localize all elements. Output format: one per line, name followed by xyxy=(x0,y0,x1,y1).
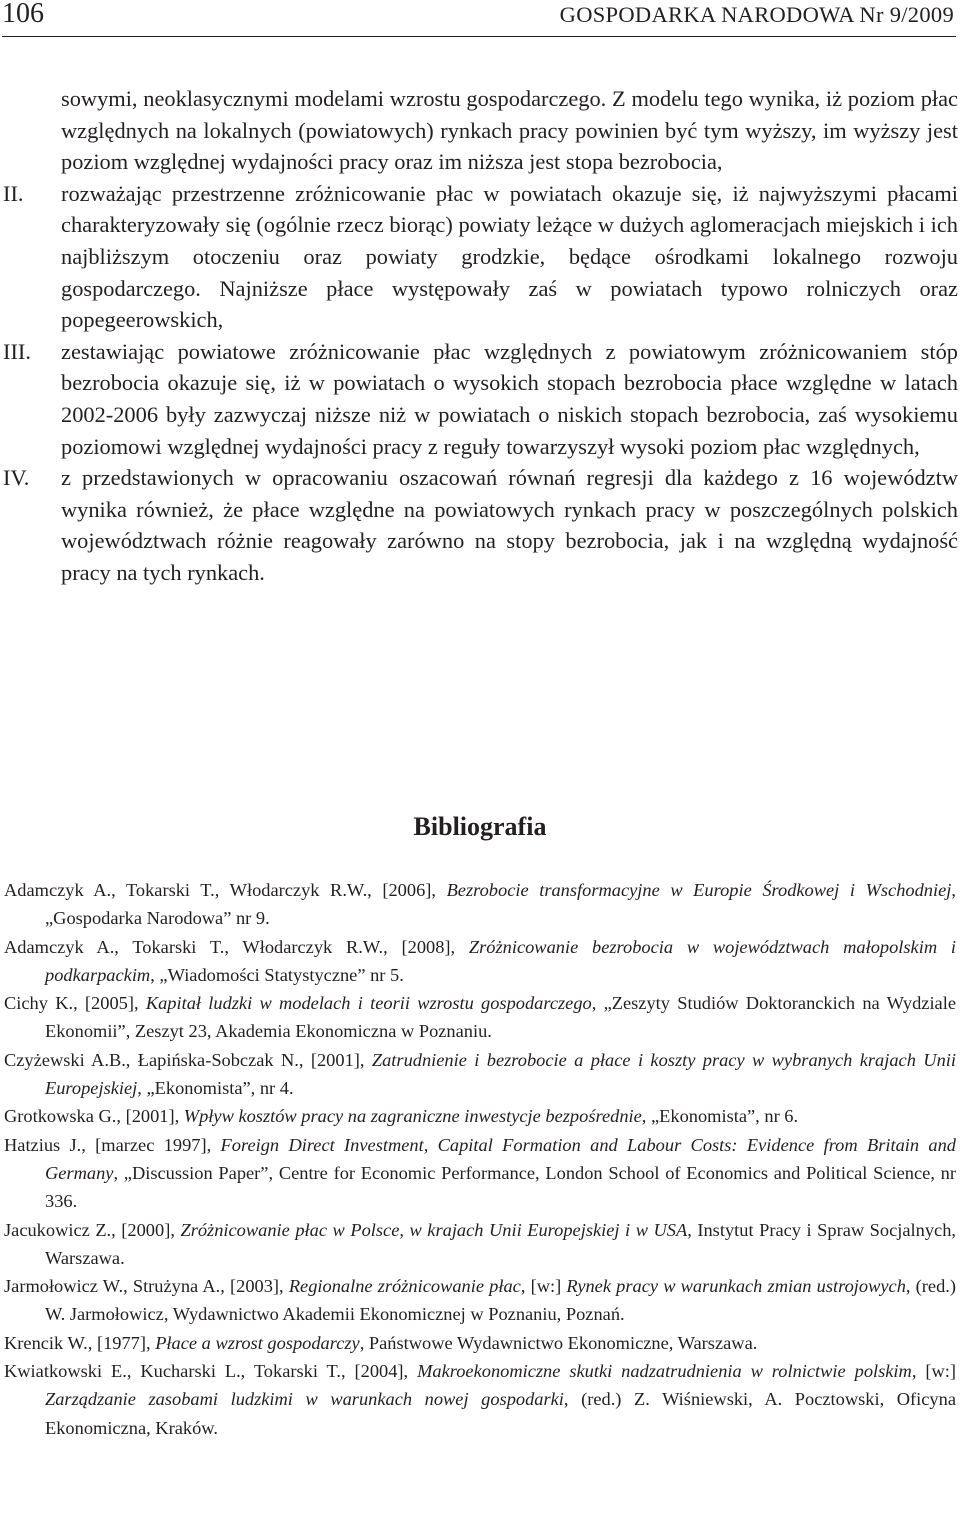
reference-entry xyxy=(4,1102,956,1130)
item-text: z przedstawionych w opracowaniu oszacowań równań regresji dla każdego z 16 województw wynika również, że płace względne na powiatowych rynkach pracy w poszczególnych polskich województwach różnie reagowały zarówno na stopy bezrobocia, jak i na względną wydajność pracy na tych rynkach. xyxy=(61,465,958,585)
reference-entry xyxy=(4,1357,956,1442)
conclusions-list xyxy=(0,83,958,589)
bibliography-heading: Bibliografia xyxy=(413,812,547,841)
ref-title: Kapitał ludzki w modelach i teorii wzrostu gospodarczego xyxy=(145,993,592,1014)
journal-title: GOSPODARKA NARODOWA Nr 9/2009 xyxy=(559,2,954,27)
reference-entry xyxy=(4,1131,956,1216)
reference-entry xyxy=(4,1329,956,1357)
ref-title: Bezrobocie transformacyjne w Europie Środkowej i Wschodniej xyxy=(446,880,952,900)
ref-title: Wpływ kosztów pracy na zagraniczne inwestycje bezpośrednie xyxy=(183,1106,642,1127)
conclusion-item xyxy=(0,178,958,336)
ref-title: Zróżnicowanie bezrobocia w województwach małopolskim i podkarpackim xyxy=(45,936,956,985)
page-number: 106 xyxy=(2,0,44,29)
ref-authors: Czyżewski A.B., Łapińska-Sobczak N., [2001], xyxy=(4,1049,372,1070)
ref-authors: Jarmołowicz W., Strużyna A., [2003], xyxy=(4,1276,289,1297)
ref-title: Zróżnicowanie płac w Polsce, w krajach Unii Europejskiej i w USA xyxy=(180,1219,688,1240)
reference-entry xyxy=(4,933,956,990)
reference-entry xyxy=(4,1216,956,1273)
ref-title: Makroekonomiczne skutki nadzatrudnienia w rolnictwie polskim xyxy=(417,1361,912,1382)
conclusion-item xyxy=(0,462,958,588)
ref-book-title: Zarządzanie zasobami ludzkimi w warunkach nowej gospodarki xyxy=(45,1389,564,1410)
item-text: zestawiając powiatowe zróżnicowanie płac względnych z powiatowym zróżnicowaniem stóp bezrobocia okazuje się, iż w powiatach o wysokich stopach bezrobocia płace względne w latach 2002-2006 były zazwyczaj niższe niż w powiatach o niskich stopach bezrobocia, zaś wysokiemu poziomowi względnej wydajności pracy z reguły towarzyszył wysoki poziom płac względnych, xyxy=(61,338,958,459)
reference-entry xyxy=(4,1046,956,1103)
bibliography-list xyxy=(4,876,956,1442)
ref-authors: Hatzius J., [marzec 1997], xyxy=(4,1134,221,1155)
ref-authors: Grotkowska G., [2001], xyxy=(4,1106,184,1127)
item-number: II. xyxy=(3,180,24,206)
ref-authors: Kwiatkowski E., Kucharski L., Tokarski T., [2004], xyxy=(4,1361,418,1382)
ref-book-title: Rynek pracy w warunkach zmian ustrojowych xyxy=(566,1276,906,1297)
item-number: IV. xyxy=(3,465,30,491)
intro-paragraph: sowymi, neoklasycznymi modelami wzrostu gospodarczego. Z modelu tego wynika, iż poziom płac względnych na lokalnych (powiatowych) rynkach pracy powinien być tym wyższy, im wyższy jest poziom względnej wydajności pracy oraz im niższa jest stopa bezrobocia, xyxy=(61,86,958,175)
ref-mid: , [w:] xyxy=(520,1276,567,1297)
ref-rest: , „Discussion Paper”, Centre for Economic Performance, London School of Economics and Political Science, nr 336. xyxy=(45,1162,956,1212)
ref-rest: , (red.) Z. Wiśniewski, A. Pocztowski, Oficyna Ekonomiczna, Kraków. xyxy=(45,1389,956,1438)
ref-rest: , „Gospodarka Narodowa” nr 9. xyxy=(45,880,956,929)
reference-entry xyxy=(4,1272,956,1329)
ref-rest: , Instytut Pracy i Spraw Socjalnych, Warszawa. xyxy=(45,1219,956,1268)
ref-title: Regionalne zróżnicowanie płac xyxy=(288,1276,521,1297)
item-text: rozważając przestrzenne zróżnicowanie płac w powiatach okazuje się, iż najwyższymi płacami charakteryzowały się (ogólnie rzecz biorąc) powiaty leżące w dużych aglomeracjach miejskich i ich najbliższym otoczeniu oraz powiaty grodzkie, będące ośrodkami lokalnego rozwoju gospodarczego. Najniższe płace występowały zaś w powiatach typowo rolniczych oraz popegeerowskich, xyxy=(61,180,958,333)
running-header xyxy=(2,0,956,37)
ref-authors: Adamczyk A., Tokarski T., Włodarczyk R.W., [2008], xyxy=(4,936,469,957)
ref-rest: , „Zeszyty Studiów Doktoranckich na Wydziale Ekonomii”, Zeszyt 23, Akademia Ekonomiczna w Poznaniu. xyxy=(45,993,956,1042)
ref-authors: Krencik W., [1977], xyxy=(4,1332,156,1353)
ref-title: Płace a wzrost gospodarczy xyxy=(155,1332,360,1353)
ref-title: Foreign Direct Investment, Capital Formation and Labour Costs: Evidence from Britain and Germany xyxy=(45,1134,956,1183)
ref-title: Zatrudnienie i bezrobocie a płace i koszty pracy w wybranych krajach Unii Europejskiej xyxy=(45,1049,956,1099)
ref-authors: Cichy K., [2005], xyxy=(4,993,146,1014)
reference-entry xyxy=(4,876,956,933)
ref-rest: , „Ekonomista”, nr 4. xyxy=(137,1078,294,1099)
item-number: III. xyxy=(3,338,31,364)
reference-entry xyxy=(4,989,956,1046)
ref-authors: Jacukowicz Z., [2000], xyxy=(4,1219,181,1240)
ref-rest: , (red.) W. Jarmołowicz, Wydawnictwo Akademii Ekonomicznej w Poznaniu, Poznań. xyxy=(45,1276,956,1325)
ref-rest: , „Ekonomista”, nr 6. xyxy=(641,1106,799,1127)
ref-rest: , „Wiadomości Statystyczne” nr 5. xyxy=(150,964,404,985)
ref-rest: , Państwowe Wydawnictwo Ekonomiczne, Warszawa. xyxy=(359,1332,758,1353)
conclusion-item xyxy=(0,336,958,462)
ref-authors: Adamczyk A., Tokarski T., Włodarczyk R.W., [2006], xyxy=(4,880,447,900)
ref-mid: , [w:] xyxy=(911,1361,956,1382)
